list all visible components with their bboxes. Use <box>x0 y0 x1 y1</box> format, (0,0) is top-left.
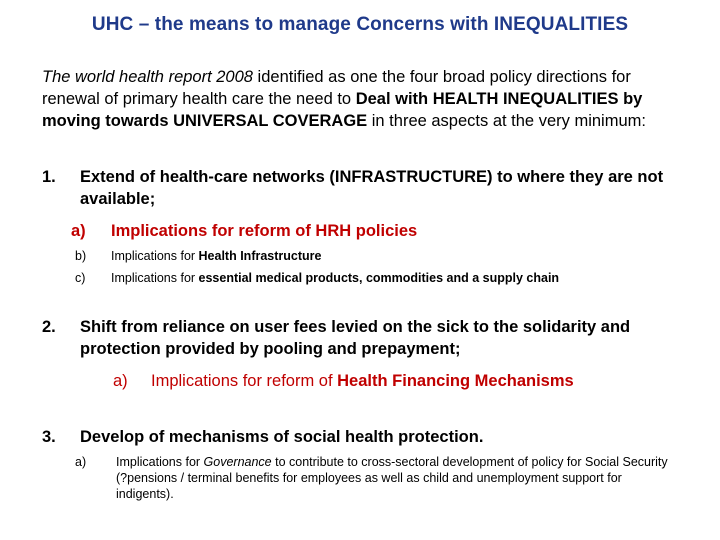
point-number: 1. <box>42 168 56 186</box>
sub-text-bold: Health Financing Mechanisms <box>337 372 574 390</box>
intro-paragraph <box>42 66 692 132</box>
sub-item-1b <box>75 248 675 264</box>
intro-text-2: in three aspects at the very minimum: <box>367 112 646 130</box>
point-number: 2. <box>42 318 56 336</box>
sub-text <box>111 270 559 286</box>
point-1 <box>42 166 692 210</box>
sub-item-1a <box>71 220 671 242</box>
sub-text-bold: Health Infrastructure <box>198 249 322 263</box>
point-text: Develop of mechanisms of social health protection. <box>80 428 484 446</box>
sub-item-2a <box>113 370 673 392</box>
sub-item-1c <box>75 270 675 286</box>
sub-label: b) <box>75 249 87 263</box>
point-text: Shift from reliance on user fees levied on the sick to the solidarity and protection provided by pooling and prepayment; <box>80 318 631 358</box>
sub-text-suffix: to contribute to cross-sectoral development of policy for Social Security (?pensions / terminal benefits for employees as well as child and unemployment support for indigents). <box>116 455 668 501</box>
sub-text: Implications for reform of HRH policies <box>111 222 418 240</box>
point-text: Extend of health-care networks (INFRASTRUCTURE) to where they are not available; <box>80 168 664 208</box>
sub-label: c) <box>75 271 86 285</box>
point-3 <box>42 426 692 448</box>
sub-text-prefix: Implications for <box>111 271 199 285</box>
sub-label: a) <box>75 455 87 469</box>
intro-bold: Deal with HEALTH INEQUALITIES by moving towards UNIVERSAL COVERAGE <box>42 90 643 130</box>
sub-label: a) <box>113 372 128 390</box>
report-name: The world health report 2008 <box>42 68 253 86</box>
point-2 <box>42 316 692 360</box>
point-number: 3. <box>42 428 56 446</box>
sub-text-prefix: Implications for <box>111 249 199 263</box>
slide-title: UHC – the means to manage Concerns with INEQUALITIES <box>91 14 629 35</box>
sub-text <box>151 370 574 392</box>
sub-label: a) <box>71 222 86 240</box>
sub-text-prefix: Implications for <box>116 455 204 469</box>
sub-text-prefix: Implications for reform of <box>151 372 338 390</box>
sub-text <box>111 248 321 264</box>
intro-text-1: identified as one the four broad policy directions for renewal of primary health care the need to <box>42 68 631 108</box>
sub-text-bold: essential medical products, commodities and a supply chain <box>198 271 560 285</box>
sub-text <box>116 454 681 502</box>
sub-text-italic: Governance <box>203 455 272 469</box>
